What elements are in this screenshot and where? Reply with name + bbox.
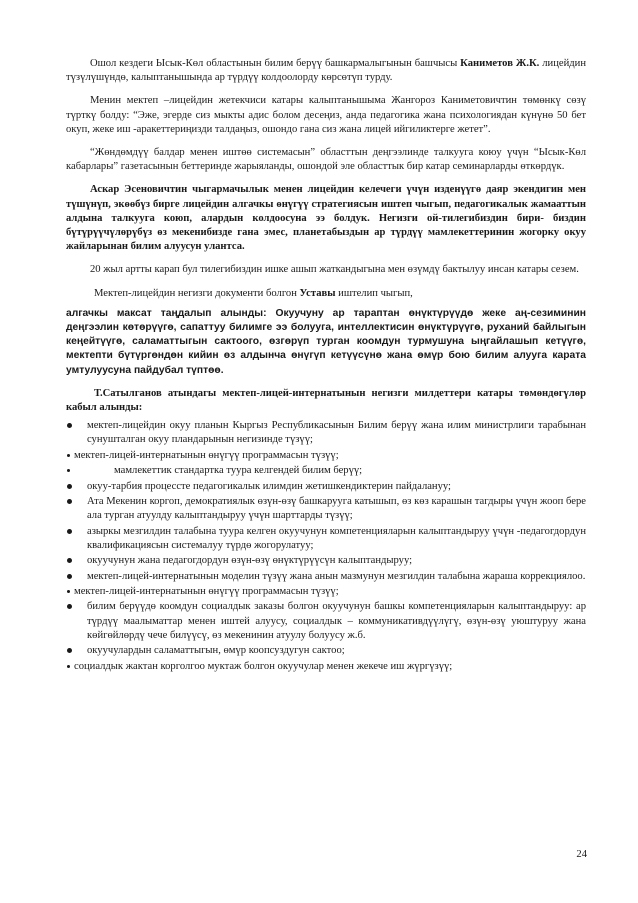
list-item: социалдык жактан корголгоо муктаж болгон окуучулар менен жекече иш жүргүзүү; (66, 660, 586, 674)
name-kanimetov: Каниметов Ж.К. (460, 58, 540, 69)
list-item: мамлекеттик стандартка туура келгендей билим берүү; (66, 464, 586, 478)
list-item: окуучунун жана педагогдордун өзүн-өзү өнүктүрүүсүн калыптандыруу; (66, 554, 586, 568)
tasks-list (66, 419, 586, 674)
page-number: 24 (576, 849, 587, 860)
list-item: Ата Мекенин коргоп, демократиялык өзүн-өзү башкарууга катышып, өз көз карашын тагдыры үчүн жооп бере ала турган атуулду калыптандыруу үчүн шарттарды түзүү; (66, 495, 586, 523)
bullet-icon (67, 604, 72, 609)
paragraph-twenty-years: 20 жыл артты карап бул тилегибиздин ишке ашып жаткандыгына мен өзүмдү бактылуу инсан катары сезем. (90, 264, 579, 276)
list-item: билим берүүдө коомдун социалдык заказы болгон окуучунун башкы компетенцияларын калыптандыруу: ар түрдүү маалыматтар менен иштей алуусу, социалдык – коммуникативдүүлүгү, өзүн-өзү уюштуруу жана көйгөйлөрдү чече билүүсү, өз мекенинин атуулу болуусу ж.б. (66, 600, 586, 643)
bullet-icon (67, 590, 70, 593)
list-item: окуу-тарбия процессте педагогикалык илимдин жетишкендиктерин пайдалануу; (66, 480, 586, 494)
paragraph-main-tasks: Т.Сатылганов атындагы мектеп-лицей-интернатынын негизги милдеттери катары төмөндөгүлөр кабыл алынды: (66, 387, 586, 414)
list-item: азыркы мезгилдин талабына туура келген окуучунун компетенцияларын калыптандыруу үчүн -педагогдордун квалификациясын системалуу түрдө жогорулатуу; (66, 525, 586, 553)
list-item: мектеп-лицей-интернатынын өнүгүү программасын түзүү; (66, 449, 586, 463)
word-charter: Уставы (299, 287, 336, 299)
document-page (66, 57, 586, 675)
bullet-icon (67, 529, 72, 534)
bullet-icon (67, 665, 70, 668)
bullet-icon (67, 558, 72, 563)
list-item: окуучулардын саламаттыгын, өмүр коопсуздугун сактоо; (66, 644, 586, 658)
paragraph-advice: Менин мектеп –лицейдин жетекчиси катары калыптанышыма Жангороз Каниметовичтин төмөнкү сөзү түрткү болду: “Эже, эгерде сиз мыкты адис болом десеңиз, анда педагогика жана психологиядан күнүнө 50 бет окуп, жеке иш -аракеттериңизди талдаңыз, ошондо гана сиз жана лицей ийгиликтерге жетет”. (66, 95, 586, 135)
list-item: мектеп-лицей-интернатынын өнүгүү программасын түзүү; (66, 585, 586, 599)
bullet-icon (67, 499, 72, 504)
paragraph-kanimetov: Ошол кездеги Ысык-Көл областынын билим берүү башкармалыгынын башчысы Каниметов Ж.К. лицейдин түзүлүшүндө, калыптанышында ар түрдүү колдоолорду көрсөтүп турду. (66, 58, 586, 84)
bullet-icon (67, 484, 72, 489)
bullet-icon (67, 648, 72, 653)
list-item: мектеп-лицейдин окуу планын Кыргыз Республикасынын Билим берүү жана илим министрлиги тарабынан сунушталган окуу пландарынын негизинде түзүү; (66, 419, 586, 447)
bullet-icon (67, 469, 70, 472)
paragraph-initial-goal: алгачкы максат таңдалып алынды: Окуучуну ар тараптан өнүктүрүүдө жеке аң-сезиминин деңгээлин көтөрүүгө, сапаттуу билимге ээ болууга, интеллектисин өнүктүрүүгө, руханий байлыгын кеңейтүүгө, саламаттыгын сактоого, өзгөрүп турган коомдун турмушуна ыңгайлашып кетүүгө, мектепти бүтүргөндөн кийин өз алдынча өнүгүп кетүүсүнө жана өмүр бою билим алууга карата умтулуусуна пайдубал түптөө. (66, 307, 586, 376)
paragraph-strategy: Аскар Эсеновичтин чыгармачылык менен лицейдин келечеги үчүн изденүүгө даяр экендигин мен түшүнүп, экөөбүз бирге лицейдин алгачкы өнүгүү стратегиясын иштеп чыгып, педагогикалык жамааттын алдына талкууга коюп, алардын колдоосуна ээ болдук. Негизги ой-тилегибиздин бири- биздин бүтүрүүчүлөрүбүз өз мекенибизде гана эмес, планетабыздын ар түрдүү мамлекеттеринин жогорку окуу жайларынан билим алуусун улантса. (66, 184, 586, 253)
paragraph-gifted-children: “Жөндөмдүү балдар менен иштөө системасын” областтын деңгээлинде талкууга коюу үчүн “Ысык-Көл кабарлары” газетасынын беттеринде жарыяланды, ошондой эле областтык бир катар семинарларды өткөрдүк. (66, 147, 586, 173)
paragraph-charter: Мектеп-лицейдин негизги документи болгон Уставы иштелип чыгып, (94, 287, 413, 299)
bullet-icon (67, 423, 72, 428)
bullet-icon (67, 574, 72, 579)
list-item: мектеп-лицей-интернатынын моделин түзүү жана анын мазмунун мезгилдин талабына жараша коррекциялоо. (66, 570, 586, 584)
bullet-icon (67, 454, 70, 457)
